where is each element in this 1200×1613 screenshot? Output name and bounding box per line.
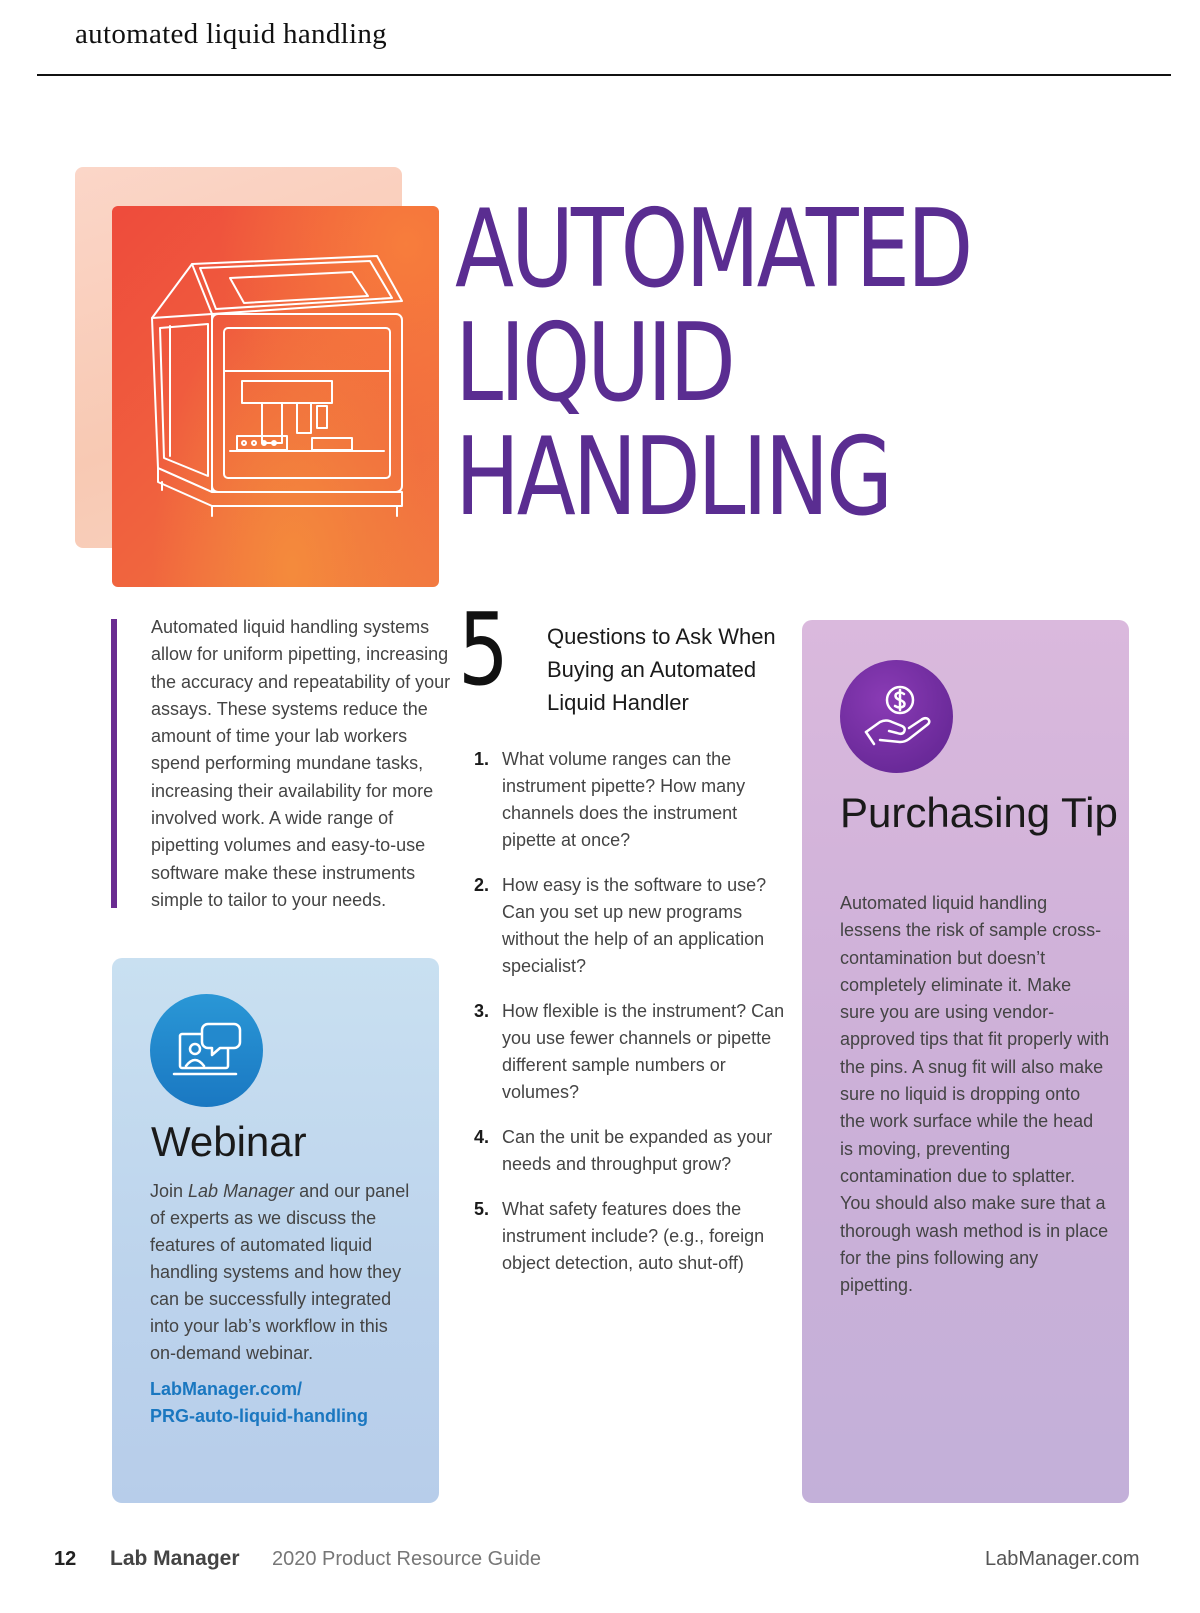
webinar-link[interactable] bbox=[150, 1376, 410, 1430]
question-text: What volume ranges can the instrument pipette? How many channels does the instrument pipette at once? bbox=[502, 749, 746, 850]
question-item bbox=[474, 998, 794, 1106]
webinar-description bbox=[150, 1178, 410, 1367]
intro-accent-bar bbox=[111, 619, 117, 908]
running-head: automated liquid handling bbox=[75, 18, 387, 50]
questions-heading: Questions to Ask When Buying an Automated Liquid Handler bbox=[547, 624, 776, 715]
tip-text: Automated liquid handling lessens the risk of sample cross-contamination but doesn’t completely eliminate it. Make sure you are using vendor-approved tips that fit properly with the pins. A snug fit will also make sure no liquid is dropping onto the work surface while the head is moving, preventing contamination due to splatter. You should also make sure that a thorough wash method is in place for the pins following any pipetting. bbox=[840, 893, 1110, 1296]
question-item bbox=[474, 1196, 794, 1277]
webinar-text-pre: Join bbox=[150, 1181, 189, 1201]
webinar-title: Webinar bbox=[151, 1118, 307, 1165]
title-line: HANDLING bbox=[455, 415, 890, 540]
tip-title: Purchasing Tip bbox=[840, 789, 1118, 836]
question-text: How flexible is the instrument? Can you use fewer channels or pipette different sample numbers or volumes? bbox=[502, 1001, 785, 1102]
hand-dollar-icon bbox=[840, 660, 953, 773]
question-number: 3. bbox=[474, 1001, 490, 1021]
questions-number: 5 bbox=[458, 591, 509, 708]
question-item bbox=[474, 746, 794, 854]
footer-guide-title: 2020 Product Resource Guide bbox=[272, 1548, 542, 1570]
liquid-handler-icon bbox=[112, 206, 439, 587]
webinar-link-line[interactable]: LabManager.com/ bbox=[150, 1379, 303, 1399]
footer-site[interactable]: LabManager.com bbox=[985, 1548, 1140, 1570]
question-text: What safety features does the instrument include? (e.g., foreign object detection, auto shut-off) bbox=[502, 1199, 765, 1273]
question-number: 4. bbox=[474, 1127, 490, 1147]
liquid-handler-illustration bbox=[112, 206, 439, 587]
footer-brand: Lab Manager bbox=[110, 1547, 240, 1570]
question-item bbox=[474, 1124, 794, 1178]
question-number: 2. bbox=[474, 875, 490, 895]
question-text: How easy is the software to use? Can you set up new programs without the help of an application specialist? bbox=[502, 875, 767, 976]
questions-list bbox=[474, 746, 794, 1295]
webinar-text-brand: Lab Manager bbox=[188, 1181, 295, 1201]
question-number: 1. bbox=[474, 749, 490, 769]
intro-paragraph: Automated liquid handling systems allow for uniform pipetting, increasing the accuracy and repeatability of your assays. These systems reduce the amount of time your lab workers spend performing mundane tasks, increasing their availability for more involved work. A wide range of pipetting volumes and easy-to-use software make these instruments simple to tailor to your needs. bbox=[151, 617, 451, 910]
webinar-text-post: and our panel of experts as we discuss the features of automated liquid handling systems and how they can be successfully integrated into your lab’s workflow in this on-demand webinar. bbox=[150, 1181, 410, 1363]
webinar-laptop-chat-icon bbox=[150, 994, 263, 1107]
page-number: 12 bbox=[54, 1548, 77, 1570]
header-rule bbox=[37, 74, 1171, 76]
webinar-link-line[interactable]: PRG-auto-liquid-handling bbox=[150, 1406, 368, 1426]
question-item bbox=[474, 872, 794, 980]
page-title bbox=[455, 187, 971, 540]
question-number: 5. bbox=[474, 1199, 490, 1219]
title-line: LIQUID bbox=[455, 301, 733, 426]
question-text: Can the unit be expanded as your needs and throughput grow? bbox=[502, 1127, 773, 1174]
title-line: AUTOMATED bbox=[455, 187, 971, 312]
